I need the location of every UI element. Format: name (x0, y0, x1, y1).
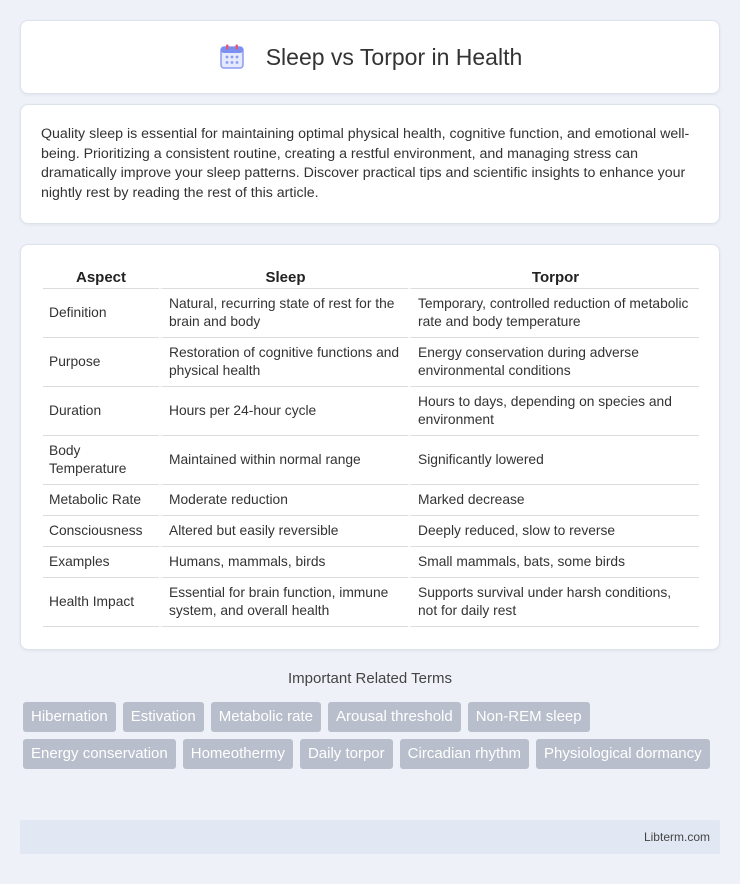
cell-sleep: Moderate reduction (159, 485, 408, 516)
header-aspect: Aspect (43, 265, 159, 289)
cell-sleep: Humans, mammals, birds (159, 547, 408, 578)
related-term-tag[interactable]: Circadian rhythm (400, 739, 529, 769)
cell-torpor: Hours to days, depending on species and environment (408, 387, 699, 436)
cell-torpor: Small mammals, bats, some birds (408, 547, 699, 578)
page-title: Sleep vs Torpor in Health (265, 43, 523, 70)
related-terms-list (23, 702, 723, 776)
cell-sleep: Essential for brain function, immune system, and overall health (159, 578, 408, 627)
intro-card (20, 104, 720, 224)
cell-sleep: Altered but easily reversible (159, 516, 408, 547)
header-card (20, 20, 720, 94)
table-row (43, 516, 699, 547)
related-terms-title: Important Related Terms (288, 670, 452, 687)
cell-aspect: Duration (43, 387, 159, 436)
calendar-icon (218, 43, 246, 71)
cell-aspect: Body Temperature (43, 436, 159, 485)
table-row (43, 485, 699, 516)
cell-aspect: Definition (43, 289, 159, 338)
header-torpor: Torpor (408, 265, 699, 289)
cell-torpor: Temporary, controlled reduction of metabolic rate and body temperature (408, 289, 699, 338)
table-row (43, 578, 699, 627)
related-term-tag[interactable]: Energy conservation (23, 739, 176, 769)
related-term-tag[interactable]: Metabolic rate (211, 702, 321, 732)
cell-aspect: Metabolic Rate (43, 485, 159, 516)
cell-aspect: Purpose (43, 338, 159, 387)
cell-torpor: Marked decrease (408, 485, 699, 516)
cell-torpor: Deeply reduced, slow to reverse (408, 516, 699, 547)
cell-aspect: Health Impact (43, 578, 159, 627)
cell-aspect: Consciousness (43, 516, 159, 547)
related-term-tag[interactable]: Hibernation (23, 702, 116, 732)
cell-torpor: Energy conservation during adverse environmental conditions (408, 338, 699, 387)
cell-aspect: Examples (43, 547, 159, 578)
related-term-tag[interactable]: Estivation (123, 702, 204, 732)
header-sleep: Sleep (159, 265, 408, 289)
related-term-tag[interactable]: Homeothermy (183, 739, 293, 769)
cell-sleep: Restoration of cognitive functions and physical health (159, 338, 408, 387)
table-row (43, 436, 699, 485)
footer-site-link[interactable]: Libterm.com (643, 830, 710, 844)
cell-sleep: Natural, recurring state of rest for the brain and body (159, 289, 408, 338)
comparison-table (43, 265, 699, 627)
cell-sleep: Hours per 24-hour cycle (159, 387, 408, 436)
related-term-tag[interactable]: Non-REM sleep (468, 702, 590, 732)
cell-torpor: Significantly lowered (408, 436, 699, 485)
related-term-tag[interactable]: Daily torpor (300, 739, 393, 769)
table-row (43, 547, 699, 578)
table-row (43, 387, 699, 436)
table-row (43, 289, 699, 338)
comparison-table-card (20, 244, 720, 650)
related-term-tag[interactable]: Arousal threshold (328, 702, 461, 732)
table-header-row (43, 265, 699, 289)
table-row (43, 338, 699, 387)
footer (20, 820, 720, 854)
intro-text: Quality sleep is essential for maintaining optimal physical health, cognitive function, and emotional well-being. Prioritizing a consistent routine, creating a restful environment, and managing stress can dramatically improve your sleep patterns. Discover practical tips and scientific insights to enhance your nightly rest by reading the rest of this article. (41, 126, 690, 201)
cell-sleep: Maintained within normal range (159, 436, 408, 485)
related-term-tag[interactable]: Physiological dormancy (536, 739, 710, 769)
cell-torpor: Supports survival under harsh conditions, not for daily rest (408, 578, 699, 627)
